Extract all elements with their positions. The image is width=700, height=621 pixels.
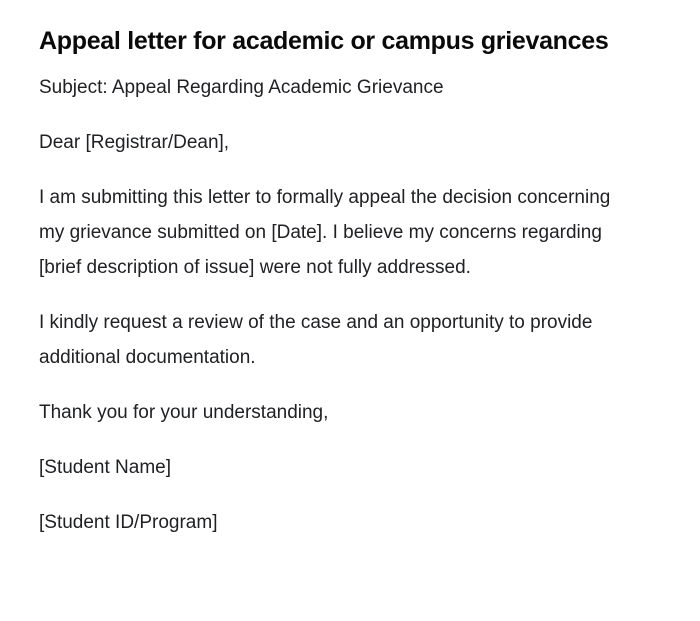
subject-line: Subject: Appeal Regarding Academic Grievance (39, 77, 444, 98)
salutation: Dear [Registrar/Dean], (39, 132, 230, 153)
signature-name: [Student Name] (39, 457, 172, 478)
closing-line: Thank you for your understanding, (39, 402, 329, 423)
body-paragraph-1: I am submitting this letter to formally appeal the decision concerning my grievance submitted on [Date]. I believe my concerns regarding [brief description of issue] were not fully addressed. (39, 187, 611, 278)
signature-id: [Student ID/Program] (39, 512, 218, 533)
body-paragraph-2: I kindly request a review of the case and an opportunity to provide additional documentation. (39, 312, 593, 368)
page-title: Appeal letter for academic or campus grievances (39, 27, 609, 55)
